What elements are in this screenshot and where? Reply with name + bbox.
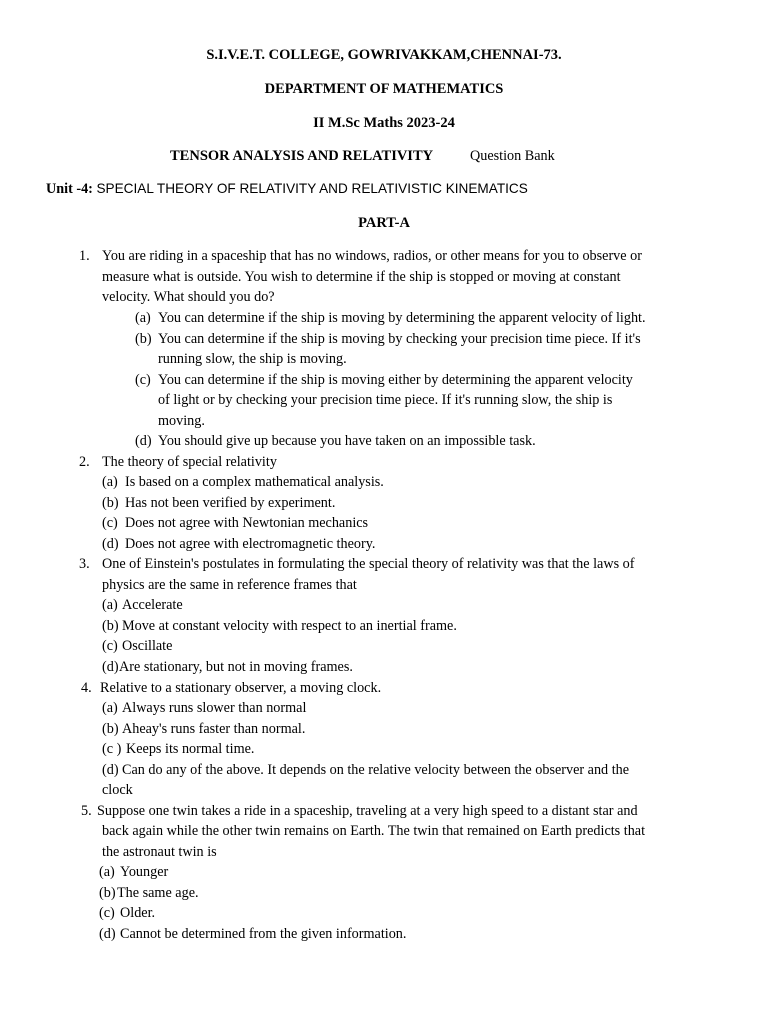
question-text: Suppose one twin takes a ride in a spaceship, traveling at a very high speed to a distant star and [97,803,638,819]
question-number: 2. [79,454,90,470]
subject-line [170,147,433,165]
option-label: (d) [102,536,119,552]
option-text: Always runs slower than normal [122,700,307,716]
option-text: Has not been verified by experiment. [125,495,336,511]
question-number: 1. [79,248,90,264]
question-text: One of Einstein's postulates in formulating the special theory of relativity was that the laws of [102,556,635,572]
unit-line [46,180,528,198]
question-text: physics are the same in reference frames that [102,577,357,593]
question-text: measure what is outside. You wish to determine if the ship is stopped or moving at constant [102,269,621,285]
subject-title: TENSOR ANALYSIS AND RELATIVITY [170,148,434,164]
option-text: of light or by checking your precision time piece. If it's running slow, the ship is [158,392,613,408]
option-label: (b) [99,885,116,901]
option-label: (d) [99,926,116,942]
option-text: Move at constant velocity with respect to an inertial frame. [122,618,457,634]
option-text: running slow, the ship is moving. [158,351,347,367]
option-text: Are stationary, but not in moving frames. [119,659,353,675]
unit-label: Unit -4: [46,181,93,197]
option-text: Keeps its normal time. [126,741,255,757]
option-text: clock [102,782,133,798]
department-name: DEPARTMENT OF MATHEMATICS [264,81,504,97]
question-text: the astronaut twin is [102,844,217,860]
option-text: Younger [120,864,169,880]
option-label: (c) [102,638,118,654]
option-label: (c ) [102,741,122,757]
question-text: back again while the other twin remains on Earth. The twin that remained on Earth predicts that [102,823,646,839]
option-text: Does not agree with electromagnetic theory. [125,536,376,552]
question-text: Relative to a stationary observer, a moving clock. [100,680,382,696]
option-label: (a) [99,864,115,880]
option-text: Does not agree with Newtonian mechanics [125,515,369,531]
option-text: Is based on a complex mathematical analysis. [125,474,384,490]
question-text: The theory of special relativity [102,454,277,470]
option-label: (b) [102,495,119,511]
option-text: Accelerate [122,597,183,613]
doc-type: Question Bank [470,148,555,164]
option-text: You can determine if the ship is moving by determining the apparent velocity of light. [158,310,646,326]
option-text: Aheay's runs faster than normal. [122,721,306,737]
part-heading: PART-A [358,215,410,231]
question-text: velocity. What should you do? [102,289,275,305]
option-label: (d) [135,433,152,449]
unit-title: SPECIAL THEORY OF RELATIVITY AND RELATIVISTIC KINEMATICS [96,181,528,196]
question-number: 3. [79,556,90,572]
option-label: (a) [102,700,118,716]
option-label: (a) [102,597,118,613]
option-label: (a) [135,310,151,326]
option-text: You should give up because you have taken on an impossible task. [158,433,536,449]
question-number: 5. [81,803,92,819]
question-text: You are riding in a spaceship that has no windows, radios, or other means for you to observe or [102,248,642,264]
option-text: Can do any of the above. It depends on the relative velocity between the observer and the [122,762,630,778]
question-number: 4. [81,680,92,696]
option-text: moving. [158,413,205,429]
college-name: S.I.V.E.T. COLLEGE, GOWRIVAKKAM,CHENNAI-73. [206,47,562,63]
option-text: Older. [120,905,156,921]
option-label: (b) [102,618,119,634]
option-label: (c) [99,905,115,921]
option-label: (c) [102,515,118,531]
option-text: You can determine if the ship is moving by checking your precision time piece. If it's [158,331,641,347]
option-label: (c) [135,372,151,388]
option-label: (b) [102,721,119,737]
option-label: (b) [135,331,152,347]
option-text: Oscillate [122,638,173,654]
option-label: (d) [102,659,119,675]
option-text: The same age. [117,885,199,901]
option-text: Cannot be determined from the given information. [120,926,407,942]
option-label: (a) [102,474,118,490]
option-text: You can determine if the ship is moving either by determining the apparent velocity [158,372,633,388]
option-label: (d) [102,762,119,778]
class-year: II M.Sc Maths 2023-24 [313,115,455,131]
